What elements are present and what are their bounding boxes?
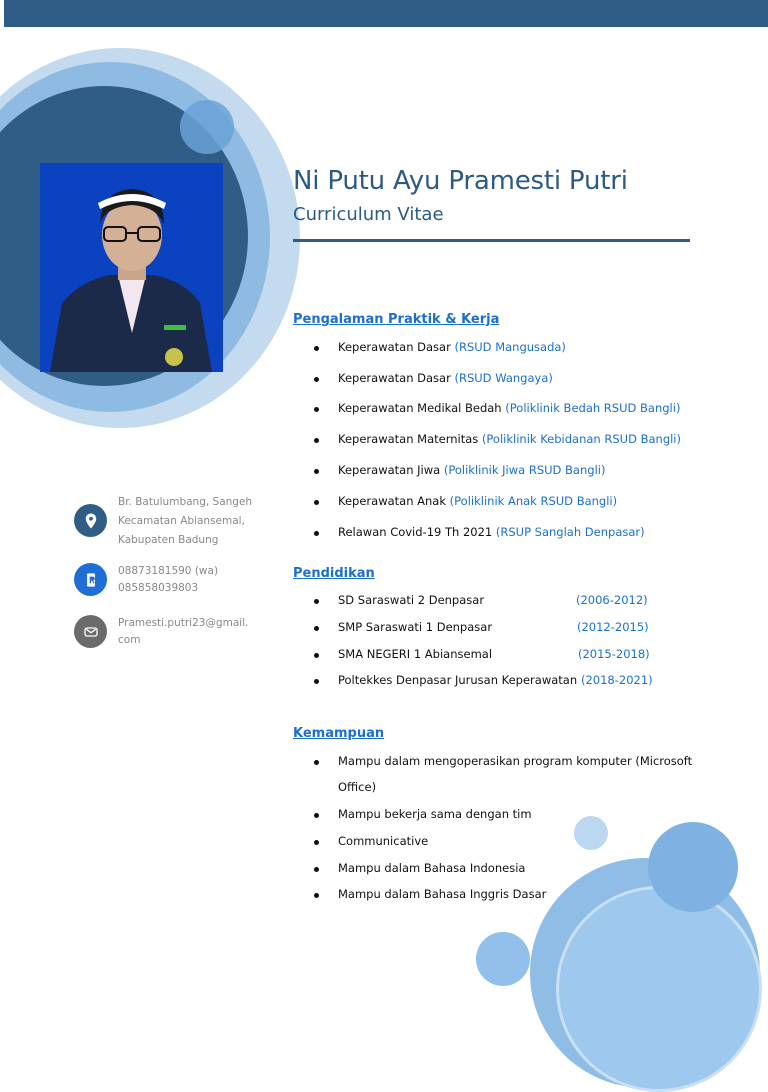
skills-list bbox=[312, 754, 692, 913]
address-line-2: Kecamatan Abiansemal, bbox=[118, 515, 245, 527]
list-item: Mampu dalam mengoperasikan program komputer (Microsoft bbox=[312, 754, 692, 780]
list-item: Keperawatan Dasar (RSUD Wangaya) bbox=[312, 371, 681, 401]
list-item: Keperawatan Anak (Poliklinik Anak RSUD Bangli) bbox=[312, 494, 681, 525]
top-banner bbox=[4, 0, 768, 27]
deco-circle-br-inner bbox=[556, 886, 762, 1092]
list-item: Mampu bekerja sama dengan tim bbox=[312, 807, 692, 834]
deco-circle-br-left bbox=[476, 932, 530, 986]
header-divider bbox=[293, 239, 690, 242]
list-item: SMP Saraswati 1 Denpasar (2012-2015) bbox=[312, 620, 662, 647]
mail-icon bbox=[74, 615, 107, 648]
location-pin-icon bbox=[74, 504, 107, 537]
email-line-1: Pramesti.putri23@gmail. bbox=[118, 617, 249, 629]
address-line-3: Kabupaten Badung bbox=[118, 534, 219, 546]
list-item: Communicative bbox=[312, 834, 692, 861]
list-item-continuation: Office) bbox=[338, 780, 377, 794]
candidate-name: Ni Putu Ayu Pramesti Putri bbox=[293, 166, 628, 196]
skills-heading: Kemampuan bbox=[293, 726, 385, 741]
email-line-2: com bbox=[118, 634, 141, 646]
phone-secondary: 085858039803 bbox=[118, 582, 199, 594]
list-item: Poltekkes Denpasar Jurusan Keperawatan (2018-2021) bbox=[312, 673, 662, 700]
list-item: Mampu dalam Bahasa Indonesia bbox=[312, 861, 692, 887]
experience-list bbox=[312, 340, 681, 555]
list-item: Keperawatan Maternitas (Poliklinik Kebidanan RSUD Bangli) bbox=[312, 432, 681, 463]
list-item: SD Saraswati 2 Denpasar (2006-2012) bbox=[312, 593, 662, 620]
document-subtitle: Curriculum Vitae bbox=[293, 204, 444, 225]
phone-primary: 08873181590 (wa) bbox=[118, 565, 219, 577]
list-item: Relawan Covid-19 Th 2021 (RSUP Sanglah Denpasar) bbox=[312, 525, 681, 555]
education-list bbox=[312, 593, 662, 700]
list-item: Mampu dalam Bahasa Inggris Dasar bbox=[312, 887, 692, 913]
list-item: Keperawatan Medikal Bedah (Poliklinik Bedah RSUD Bangli) bbox=[312, 401, 681, 432]
list-item: Keperawatan Dasar (RSUD Mangusada) bbox=[312, 340, 681, 371]
list-item: SMA NEGERI 1 Abiansemal (2015-2018) bbox=[312, 647, 662, 673]
education-heading: Pendidikan bbox=[293, 566, 375, 581]
address-line-1: Br. Batulumbang, Sangeh bbox=[118, 496, 253, 508]
experience-heading: Pengalaman Praktik & Kerja bbox=[293, 312, 500, 327]
profile-photo bbox=[40, 163, 223, 372]
phone-icon bbox=[74, 563, 107, 596]
deco-circle-small bbox=[180, 100, 234, 154]
list-item: Keperawatan Jiwa (Poliklinik Jiwa RSUD Bangli) bbox=[312, 463, 681, 494]
